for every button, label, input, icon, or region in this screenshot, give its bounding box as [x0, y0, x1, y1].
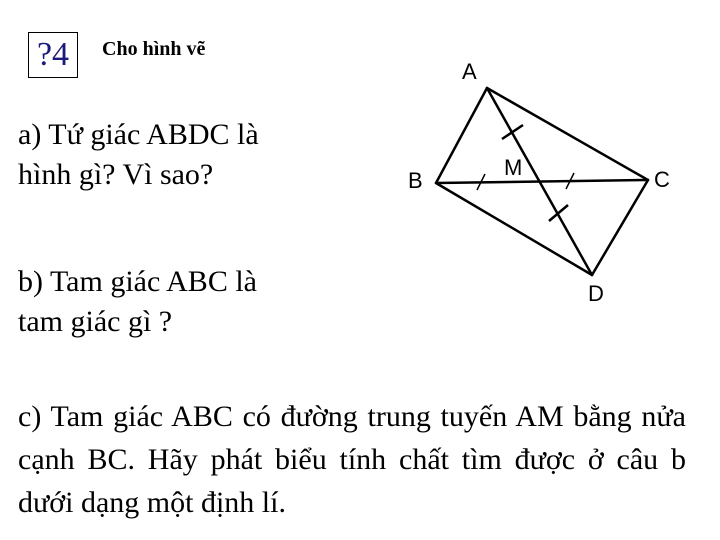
label-b: B [408, 168, 423, 193]
intro-text: Cho hình vẽ [102, 38, 206, 60]
label-c: C [654, 167, 670, 192]
segment-cd [592, 180, 648, 275]
question-b-line-1: b) Tam giác ABC là [18, 265, 257, 298]
tick-am [502, 125, 523, 139]
question-a-line-1: a) Tứ giác ABDC là [18, 118, 259, 151]
question-b-line-2: tam giác gì ? [18, 305, 173, 338]
label-m: M [504, 155, 523, 180]
diagonal-bc [436, 180, 648, 183]
label-a: A [462, 59, 477, 84]
label-d: D [588, 281, 604, 306]
question-number: ?4 [36, 36, 70, 73]
question-a-line-2: hình gì? Vì sao? [18, 158, 214, 191]
question-c: c) Tam giác ABC có đường trung tuyến AM bằng nửa cạnh BC. Hãy phát biểu tính chất tìm được ở câu b dưới dạng một định lí. [18, 400, 686, 519]
segment-bd [436, 183, 592, 275]
segment-ab [436, 88, 487, 183]
tick-md [549, 205, 568, 221]
